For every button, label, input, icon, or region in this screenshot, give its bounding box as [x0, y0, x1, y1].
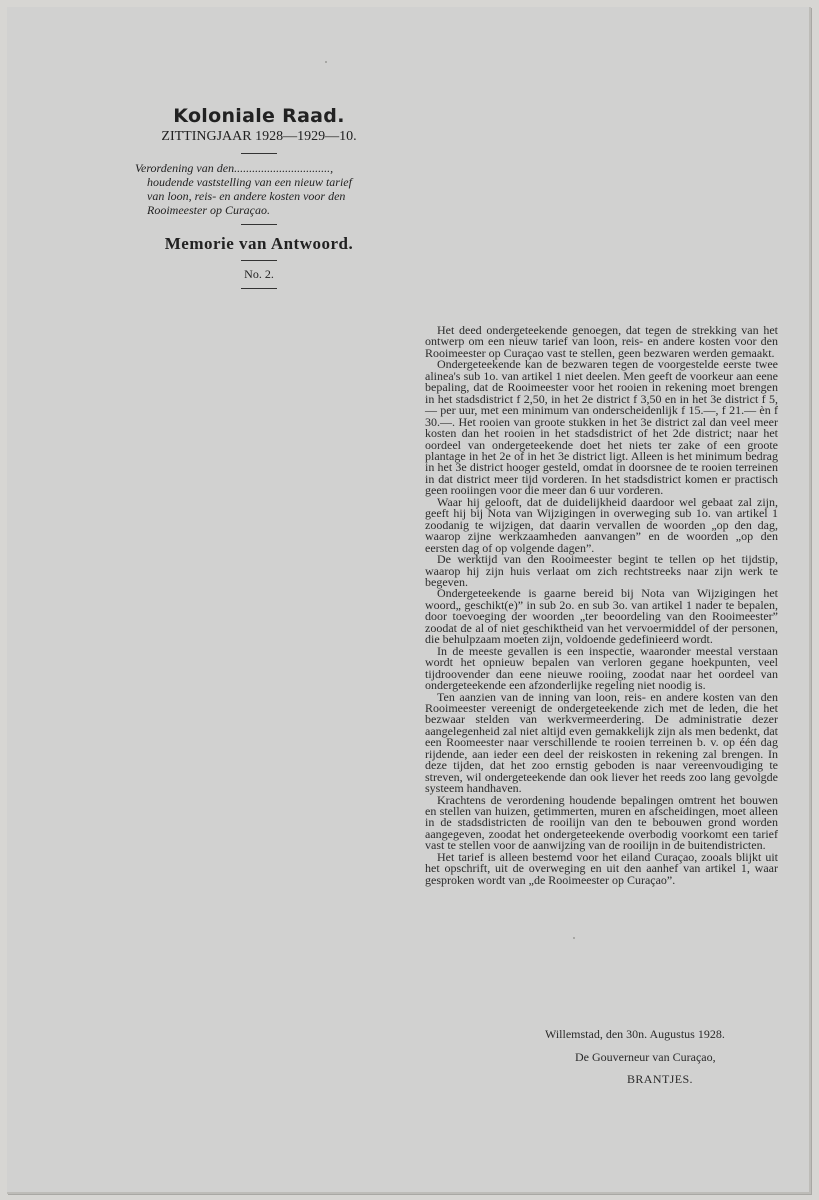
signatory-role: De Gouverneur van Curaçao, — [575, 1050, 716, 1064]
paragraph: Het tarief is alleen bestemd voor het eiland Curaçao, zooals blijkt uit het opschrift, uit de overweging en uit den aanhef van artikel 1, waar gesproken wordt van „de Rooimeester op Curaçao”. — [425, 849, 778, 887]
paragraph: Krachtens de verordening houdende bepalingen omtrent het bouwen en stellen van huizen, getimmerten, muren en afscheidingen, moet alleen in de stadsdistricten de rooilijn van den te bebouwen grond worden aangegeven, zoodat het ondergeteekende overbodig voorkomt een tarief vast te stellen voor de aanwijzing van de rooilijn in de buitendistricten. — [425, 792, 778, 853]
council-title: Koloniale Raad. — [173, 105, 345, 127]
paragraph: In de meeste gevallen is een inspectie, waaronder meestal verstaan wordt het opnieuw bepalen van verloren gegane hoekpunten, veel tijdroovender dan eene nieuwe rooiing, zoodat naar het oordeel van ondergeteekende een afzonderlijke regeling niet noodig is. — [425, 643, 778, 693]
session-year: ZITTINGJAAR 1928—1929—10. — [161, 129, 357, 144]
paragraph: De werktijd van den Rooimeester begint te tellen op het tijdstip, waarop hij zijn huis verlaat om zich rechtstreeks naar zijn werk te begeven. — [425, 552, 778, 589]
paper-speck — [325, 61, 327, 63]
document-type: Memorie van Antwoord. — [164, 234, 354, 253]
paragraph: Het deed ondergeteekende genoegen, dat tegen de strekking van het ontwerp om een nieuw tarief van loon, reis- en andere kosten voor den Rooimeester op Curaçao vast te stellen, geen bezwaren werden gemaakt. — [425, 323, 778, 360]
document-number: No. 2. — [244, 267, 274, 281]
description-line: Verordening van den................................, — [135, 161, 334, 175]
paragraph: Ten aanzien van de inning van loon, reis- en andere kosten van den Rooimeester vereenigt de ondergeteekende zich met de leden, die het bezwaar stelden van werkvermeerdering. De administratie dezer aangelegenheid zal niet altijd even gemakkelijk zijn als men bedenkt, dat een Roomeester naar verschillende te rooien terreinen b. v. op één dag rijdende, aan ieder een deel der reiskosten in rekening zal brengen. In deze tijden, dat het zoo ernstig geboden is naar vereenvoudiging te streven, wil ondergeteekende dan ook liever het reeds zoo lang gevolgde systeem handhaven. — [425, 689, 778, 796]
paragraph: Waar hij gelooft, dat de duidelijkheid daardoor wel gebaat zal zijn, geeft hij bij Nota van Wijzigingen in overweging sub 1o. van artikel 1 zoodanig te wijzigen, dat daarin vervallen de woorden „op den dag, waarop zijne werkzaamheden aanvangen” en de woorden „op den eersten dag of op volgende dagen”. — [425, 494, 778, 555]
ordinance-description — [135, 161, 391, 217]
paragraph: Ondergeteekende kan de bezwaren tegen de voorgestelde eerste twee alinea's sub 1o. van artikel 1 niet deelen. Men geeft de voorkeur aan eene bepaling, dat de Rooimeester voor het rooien in rekening moet brengen in het stadsdistrict f 2,50, in het 2e district f 3,50 en in het 3e district f 5,— per uur, met een minimum van onderscheidenlijk f 15.—, f 21.— èn f 30.—. Het rooien van groote stukken in het 3e district zal dan veel meer kosten dan het rooien in het stadsdistrict of het 2de district; naar het oordeel van ondergeteekende doet het niets ter zake of een groote plantage in het 2e of in het 3e district ligt. Alleen is het minimum bedrag in het 3e district hooger gesteld, omdat in doorsnee de te rooien terreinen in dat district meer tijd vorderen. In het stadsdistrict komen er practisch geen rooiingen voor die meer dan 6 uur vorderen. — [425, 357, 778, 498]
signatory-name: BRANTJES. — [627, 1072, 693, 1086]
paper-speck — [573, 937, 575, 939]
divider-rule — [241, 288, 277, 289]
paragraph: Ondergeteekende is gaarne bereid bij Nota van Wijzigingen het woord„ geschikt(e)” in sub 2o. en sub 3o. van artikel 1 nader te bepalen, door toevoeging der woorden „ter beoordeling van den Rooimeester” zoodat de al of niet geschiktheid van het vervoermiddel of der personen, die behulpzaam moeten zijn, voldoende gedefinieerd wordt. — [425, 586, 778, 647]
masthead — [127, 105, 391, 289]
description-line: houdende vaststelling van een nieuw tarief — [147, 175, 352, 189]
divider-rule — [241, 153, 277, 154]
document-page — [7, 7, 811, 1194]
divider-rule — [241, 224, 277, 225]
place-date: Willemstad, den 30n. Augustus 1928. — [545, 1027, 725, 1041]
divider-rule — [241, 260, 277, 261]
body-text — [425, 325, 778, 886]
description-line: van loon, reis- en andere kosten voor den — [147, 189, 346, 203]
description-line: Rooimeester op Curaçao. — [147, 203, 270, 217]
